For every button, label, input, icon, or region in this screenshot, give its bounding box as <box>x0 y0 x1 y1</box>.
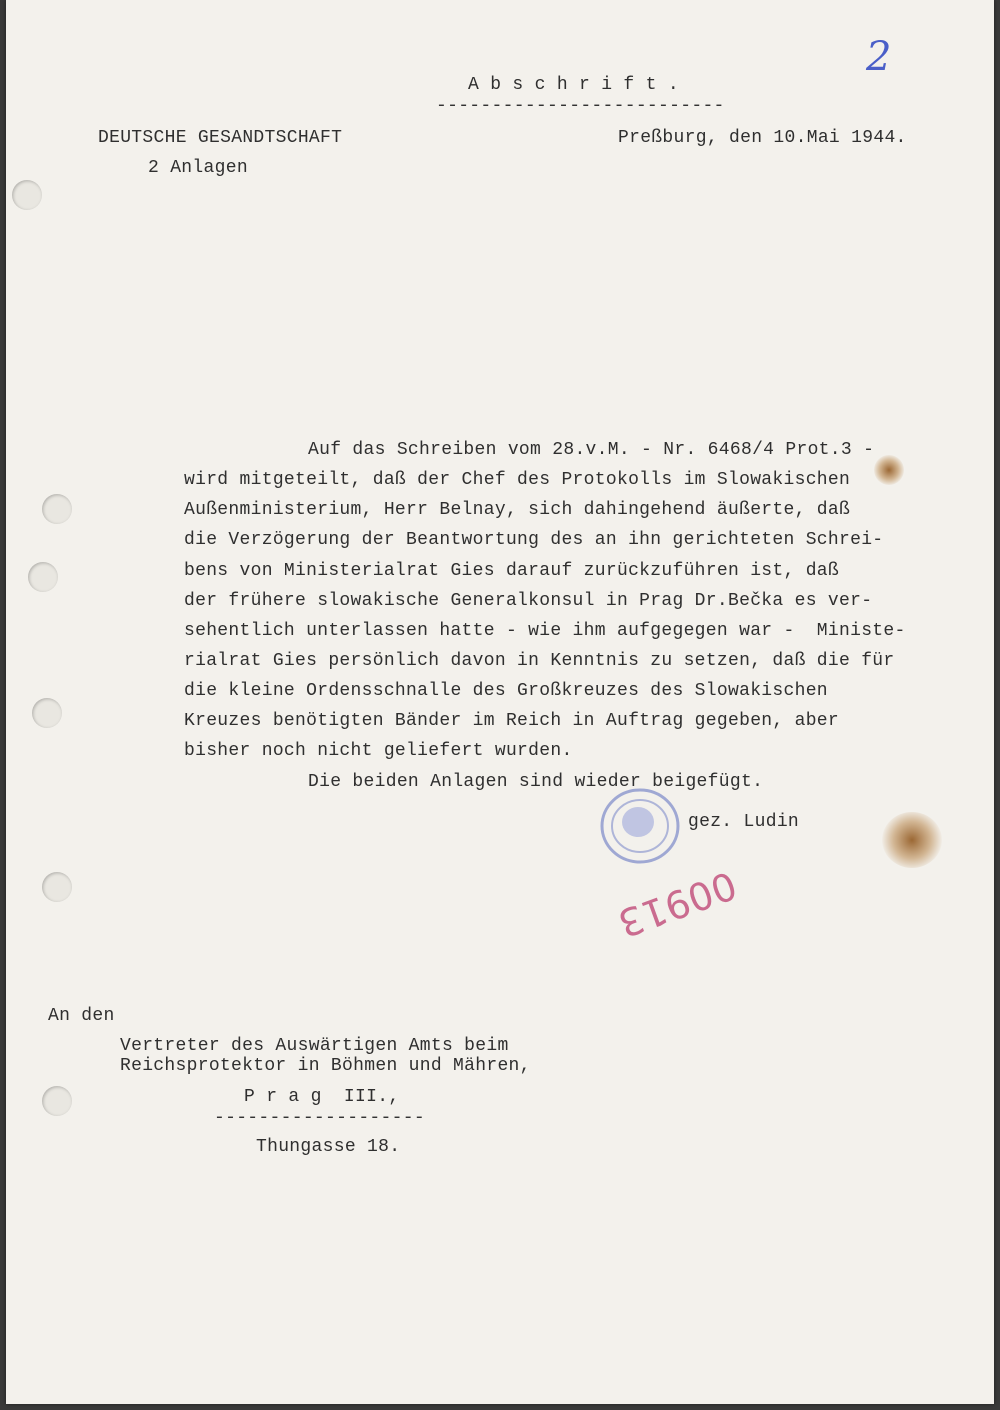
body-line: Auf das Schreiben vom 28.v.M. - Nr. 6468/4 Prot.3 - <box>308 440 875 460</box>
body-line: rialrat Gies persönlich davon in Kenntnis zu setzen, daß die für <box>184 651 895 671</box>
punch-hole <box>28 562 58 592</box>
address-street: Thungasse 18. <box>256 1137 401 1157</box>
body-line: wird mitgeteilt, daß der Chef des Protokolls im Slowakischen <box>184 470 851 490</box>
punch-hole <box>42 1086 72 1116</box>
enclosures-note: 2 Anlagen <box>148 158 248 178</box>
closing-line: Die beiden Anlagen sind wieder beigefügt. <box>308 772 764 792</box>
punch-hole <box>42 494 72 524</box>
address-salutation: An den <box>48 1006 115 1026</box>
body-line: Kreuzes benötigten Bänder im Reich in Auftrag gegeben, aber <box>184 711 840 731</box>
signature: gez. Ludin <box>688 812 800 832</box>
document-title: A b s c h r i f t . <box>468 75 679 95</box>
title-underline: -------------------------- <box>436 96 725 116</box>
address-city: P r a g III., <box>244 1087 400 1107</box>
office-seal-stamp <box>600 786 686 866</box>
place-date: Preßburg, den 10.Mai 1944. <box>618 128 907 148</box>
page-number-mark: 2 <box>866 34 892 80</box>
punch-hole <box>12 180 42 210</box>
city-underline: ------------------- <box>214 1108 425 1128</box>
punch-hole <box>42 872 72 902</box>
address-line: Vertreter des Auswärtigen Amts beim <box>120 1036 509 1056</box>
rust-stain <box>882 812 942 868</box>
body-line: sehentlich unterlassen hatte - wie ihm aufgegegen war - Ministe- <box>184 621 906 641</box>
file-number-stamp: 00913 <box>612 862 743 946</box>
body-line: die Verzögerung der Beantwortung des an ihn gerichteten Schrei- <box>184 530 884 550</box>
body-line: bens von Ministerialrat Gies darauf zurückzuführen ist, daß <box>184 561 840 581</box>
sender-name: DEUTSCHE GESANDTSCHAFT <box>98 128 343 148</box>
address-line: Reichsprotektor in Böhmen und Mähren, <box>120 1056 531 1076</box>
body-line: bisher noch nicht geliefert wurden. <box>184 741 573 761</box>
body-line: die kleine Ordensschnalle des Großkreuzes des Slowakischen <box>184 681 828 701</box>
rust-stain <box>874 455 904 485</box>
punch-hole <box>32 698 62 728</box>
body-line: Außenministerium, Herr Belnay, sich dahingehend äußerte, daß <box>184 500 851 520</box>
document-page <box>6 0 994 1404</box>
body-line: der frühere slowakische Generalkonsul in Prag Dr.Bečka es ver- <box>184 591 873 611</box>
